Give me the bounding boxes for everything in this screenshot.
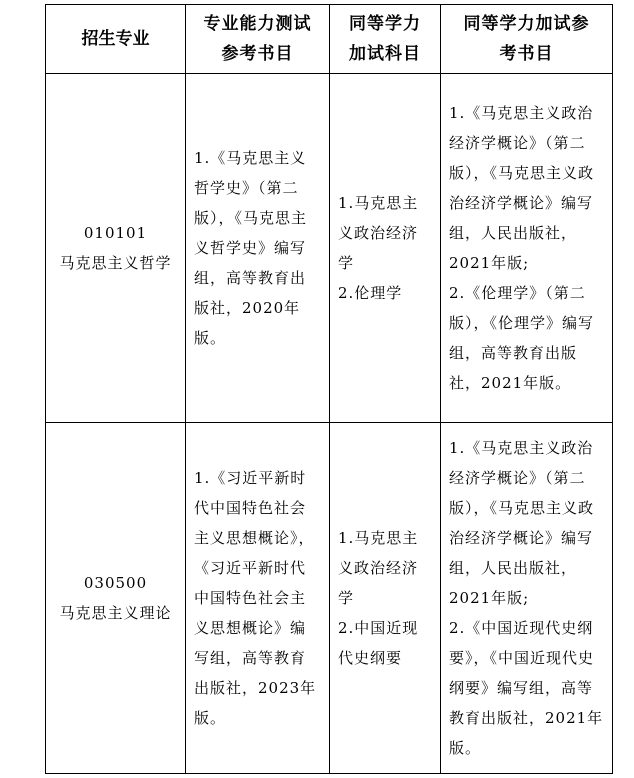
table-row [46, 74, 613, 423]
ability-books-text: 1.《习近平新时代中国特色社会主义思想概论》，《习近平新时代中国特色社会主义思想概论》编写组，高等教育出版社，2023年版。 [194, 469, 317, 727]
subject-books-cell [441, 423, 613, 774]
admissions-table [45, 4, 613, 774]
major-name: 马克思主义理论 [59, 604, 172, 622]
subject-book-item: 2.《伦理学》（第二版），《伦理学》编写组，高等教育出版社，2021年版。 [449, 284, 595, 392]
subject-book-item: 2.《中国近现代史纲要》，《中国近现代史纲要》编写组，高等教育出版社，2021年版。 [449, 619, 604, 757]
major-code: 030500 [83, 574, 148, 592]
subject-book-item: 1.《马克思主义政治经济学概论》（第二版），《马克思主义政治经济学概论》编写组，人民出版社，2021年版; [449, 104, 595, 272]
header-major: 招生专业 [46, 5, 186, 74]
subjects-cell [330, 423, 441, 774]
header-subjects: 同等学力加试科目 [330, 5, 441, 74]
subject-book-item: 1.《马克思主义政治经济学概论》（第二版），《马克思主义政治经济学概论》编写组，人民出版社，2021年版; [449, 439, 595, 607]
subject-item: 2.中国近现代史纲要 [338, 619, 419, 667]
major-cell [46, 74, 186, 423]
header-subject-books: 同等学力加试参考书目 [441, 5, 613, 74]
ability-books-cell [186, 423, 330, 774]
table-row [46, 423, 613, 774]
major-cell [46, 423, 186, 774]
ability-books-cell [186, 74, 330, 423]
major-name: 马克思主义哲学 [59, 254, 172, 272]
subject-item: 1.马克思主义政治经济学 [338, 529, 419, 607]
major-code: 010101 [83, 224, 148, 242]
header-ability-books: 专业能力测试参考书目 [186, 5, 330, 74]
subject-books-cell [441, 74, 613, 423]
subject-item: 2.伦理学 [338, 284, 403, 302]
header-row [46, 5, 613, 74]
subjects-cell [330, 74, 441, 423]
subject-item: 1.马克思主义政治经济学 [338, 194, 419, 272]
ability-books-text: 1.《马克思主义哲学史》（第二版），《马克思主义哲学史》编写组，高等教育出版社，2020年版。 [194, 149, 308, 347]
